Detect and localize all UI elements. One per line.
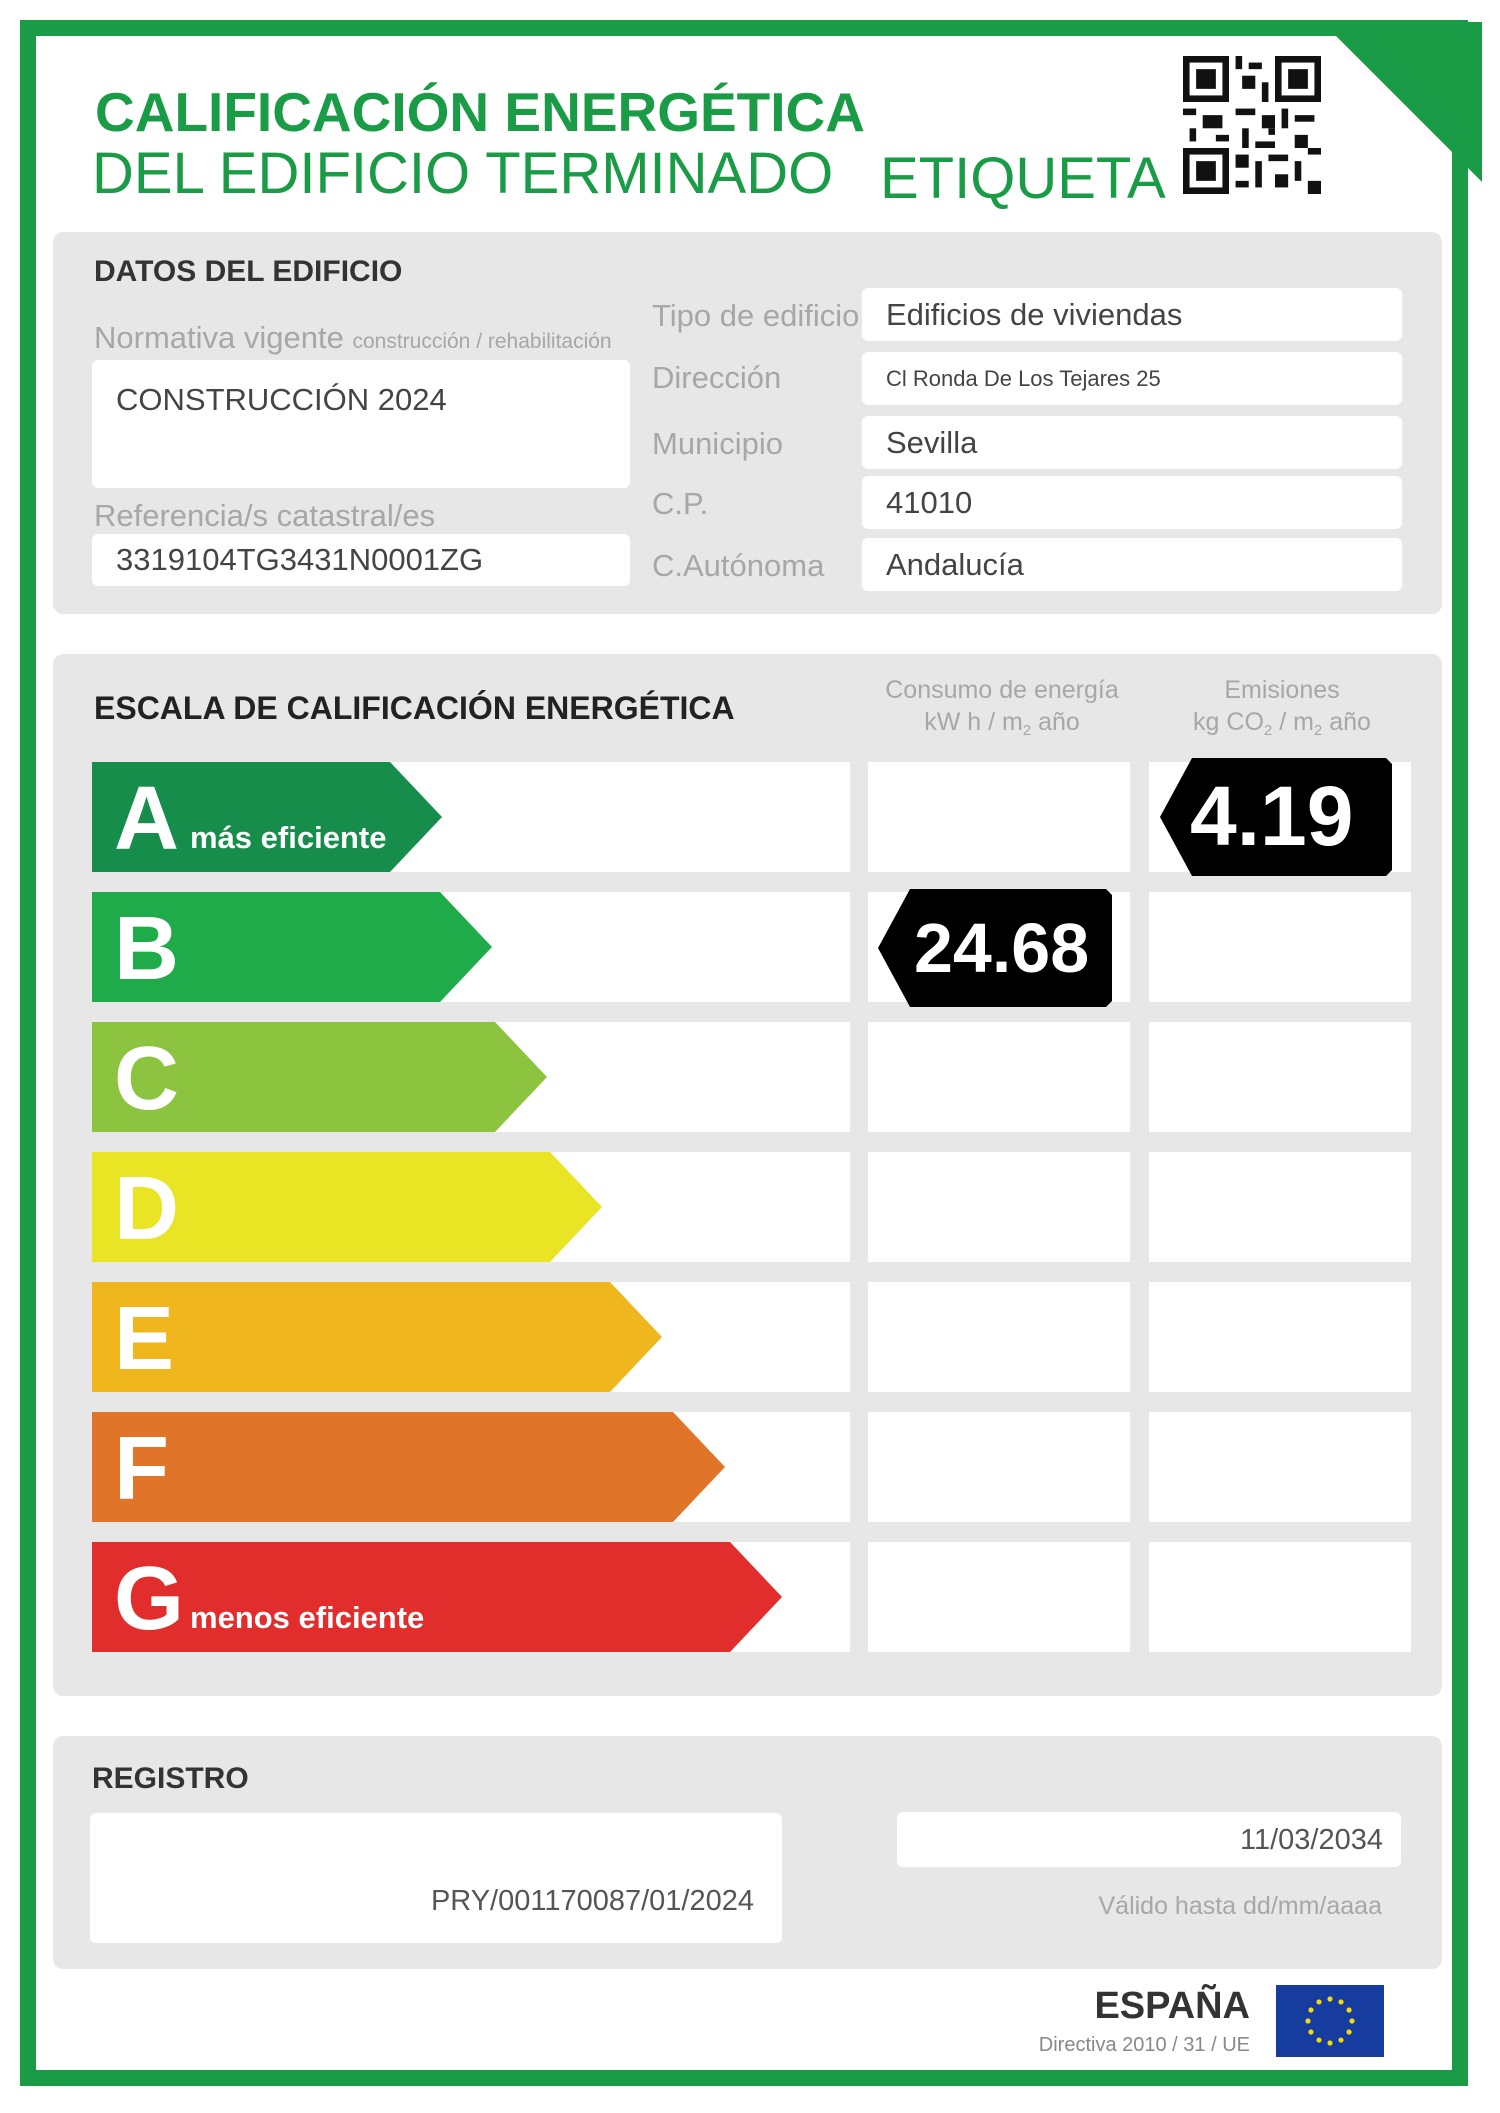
registro-heading: REGISTRO	[92, 1762, 249, 1795]
referencia-label: Referencia/s catastral/es	[94, 498, 436, 533]
class-letter-b: B	[114, 899, 179, 999]
class-letter-e: E	[114, 1289, 175, 1389]
emisiones-cell-b	[1149, 892, 1411, 1002]
consumo-header-line1: Consumo de energía	[885, 676, 1119, 704]
emisiones-column-header	[1146, 674, 1418, 747]
valid-label: Válido hasta dd/mm/aaaa	[1098, 1892, 1382, 1920]
emisiones-header-units	[1146, 706, 1418, 747]
emisiones-cell-d	[1149, 1152, 1411, 1262]
consumo-cell-f	[868, 1412, 1130, 1522]
consumo-cell-g	[868, 1542, 1130, 1652]
consumo-header-units	[866, 706, 1138, 747]
class-letter-f: F	[114, 1419, 169, 1519]
consumo-rating-tag-value: 24.68	[914, 909, 1090, 987]
normativa-value: CONSTRUCCIÓN 2024	[92, 360, 630, 488]
class-arrow-f	[92, 1412, 725, 1522]
normativa-label-text: Normativa vigente	[94, 320, 344, 355]
referencia-value: 3319104TG3431N0001ZG	[92, 534, 630, 586]
autonoma-label: C.Autónoma	[652, 548, 825, 583]
class-letter-g: G	[114, 1549, 185, 1649]
tipo-label: Tipo de edificio	[652, 298, 860, 333]
country-label: ESPAÑA	[1094, 1985, 1250, 2027]
cp-value: 41010	[862, 476, 1402, 529]
emisiones-rating-tag	[1160, 758, 1392, 876]
normativa-sublabel: construcción / rehabilitación	[352, 330, 612, 353]
eu-star	[1316, 2037, 1321, 2042]
qr-code-icon	[1183, 56, 1321, 194]
municipio-value: Sevilla	[862, 416, 1402, 469]
emisiones-cell-f	[1149, 1412, 1411, 1522]
consumo-cell-d	[868, 1152, 1130, 1262]
class-letter-c: C	[114, 1029, 179, 1129]
consumo-column-header	[866, 674, 1138, 747]
class-arrow-b	[92, 892, 492, 1002]
eu-star	[1349, 2018, 1354, 2023]
consumo-rating-tag	[878, 889, 1112, 1007]
class-arrow-g	[92, 1542, 782, 1652]
normativa-label	[94, 320, 612, 356]
emisiones-unit-c: año	[1322, 708, 1371, 736]
emisiones-cell-e	[1149, 1282, 1411, 1392]
class-arrow-c	[92, 1022, 547, 1132]
title-etiqueta: ETIQUETA	[880, 146, 1166, 211]
class-arrow-shape-e	[92, 1282, 662, 1392]
emisiones-rating-tag-value: 4.19	[1190, 769, 1354, 863]
registro-code-box	[90, 1813, 782, 1943]
valid-date-box	[897, 1812, 1401, 1867]
consumo-cell-e	[868, 1282, 1130, 1392]
emisiones-unit-b: / m	[1272, 708, 1314, 736]
eu-star	[1327, 2040, 1332, 2045]
class-arrow-e	[92, 1282, 662, 1392]
consumo-cell-a	[868, 762, 1130, 872]
eu-star	[1308, 2029, 1313, 2034]
class-letter-d: D	[114, 1159, 179, 1259]
eu-star	[1346, 2007, 1351, 2012]
consumo-unit-b: año	[1031, 708, 1080, 736]
consumo-cell-c	[868, 1022, 1130, 1132]
municipio-label: Municipio	[652, 426, 783, 461]
eu-flag-icon	[1276, 1985, 1384, 2057]
direccion-value: Cl Ronda De Los Tejares 25	[862, 352, 1402, 405]
corner-fold	[1322, 22, 1482, 182]
eu-star	[1316, 1999, 1321, 2004]
emisiones-cell-g	[1149, 1542, 1411, 1652]
title-line1: CALIFICACIÓN ENERGÉTICA	[95, 81, 865, 143]
eu-star	[1327, 1996, 1332, 2001]
emisiones-unit-sub1: 2	[1263, 722, 1273, 739]
datos-heading: DATOS DEL EDIFICIO	[94, 255, 403, 288]
emisiones-unit-a: kg CO	[1193, 708, 1264, 736]
class-note-g: menos eficiente	[190, 1600, 425, 1635]
eu-star	[1346, 2029, 1351, 2034]
eu-star	[1338, 1999, 1343, 2004]
consumo-unit-a: kW h / m	[924, 708, 1023, 736]
directive-label: Directiva 2010 / 31 / UE	[1038, 2034, 1250, 2056]
escala-heading: ESCALA DE CALIFICACIÓN ENERGÉTICA	[94, 690, 735, 726]
class-arrow-shape-f	[92, 1412, 725, 1522]
emisiones-unit-sub2: 2	[1313, 722, 1323, 739]
title-line2: DEL EDIFICIO TERMINADO	[92, 141, 834, 206]
direccion-label: Dirección	[652, 360, 782, 395]
valid-date: 11/03/2034	[1240, 1824, 1383, 1856]
tipo-value: Edificios de viviendas	[862, 288, 1402, 341]
autonoma-value: Andalucía	[862, 538, 1402, 591]
class-arrow-a	[92, 762, 442, 872]
eu-star	[1338, 2037, 1343, 2042]
registro-code: PRY/001170087/01/2024	[430, 1885, 754, 1917]
class-arrow-d	[92, 1152, 602, 1262]
eu-star	[1308, 2007, 1313, 2012]
class-letter-a: A	[114, 769, 179, 869]
consumo-unit-sub: 2	[1022, 722, 1032, 739]
class-note-a: más eficiente	[190, 820, 387, 855]
emisiones-cell-c	[1149, 1022, 1411, 1132]
eu-star	[1305, 2018, 1310, 2023]
cp-label: C.P.	[652, 486, 709, 521]
emisiones-header-line1: Emisiones	[1224, 676, 1340, 704]
